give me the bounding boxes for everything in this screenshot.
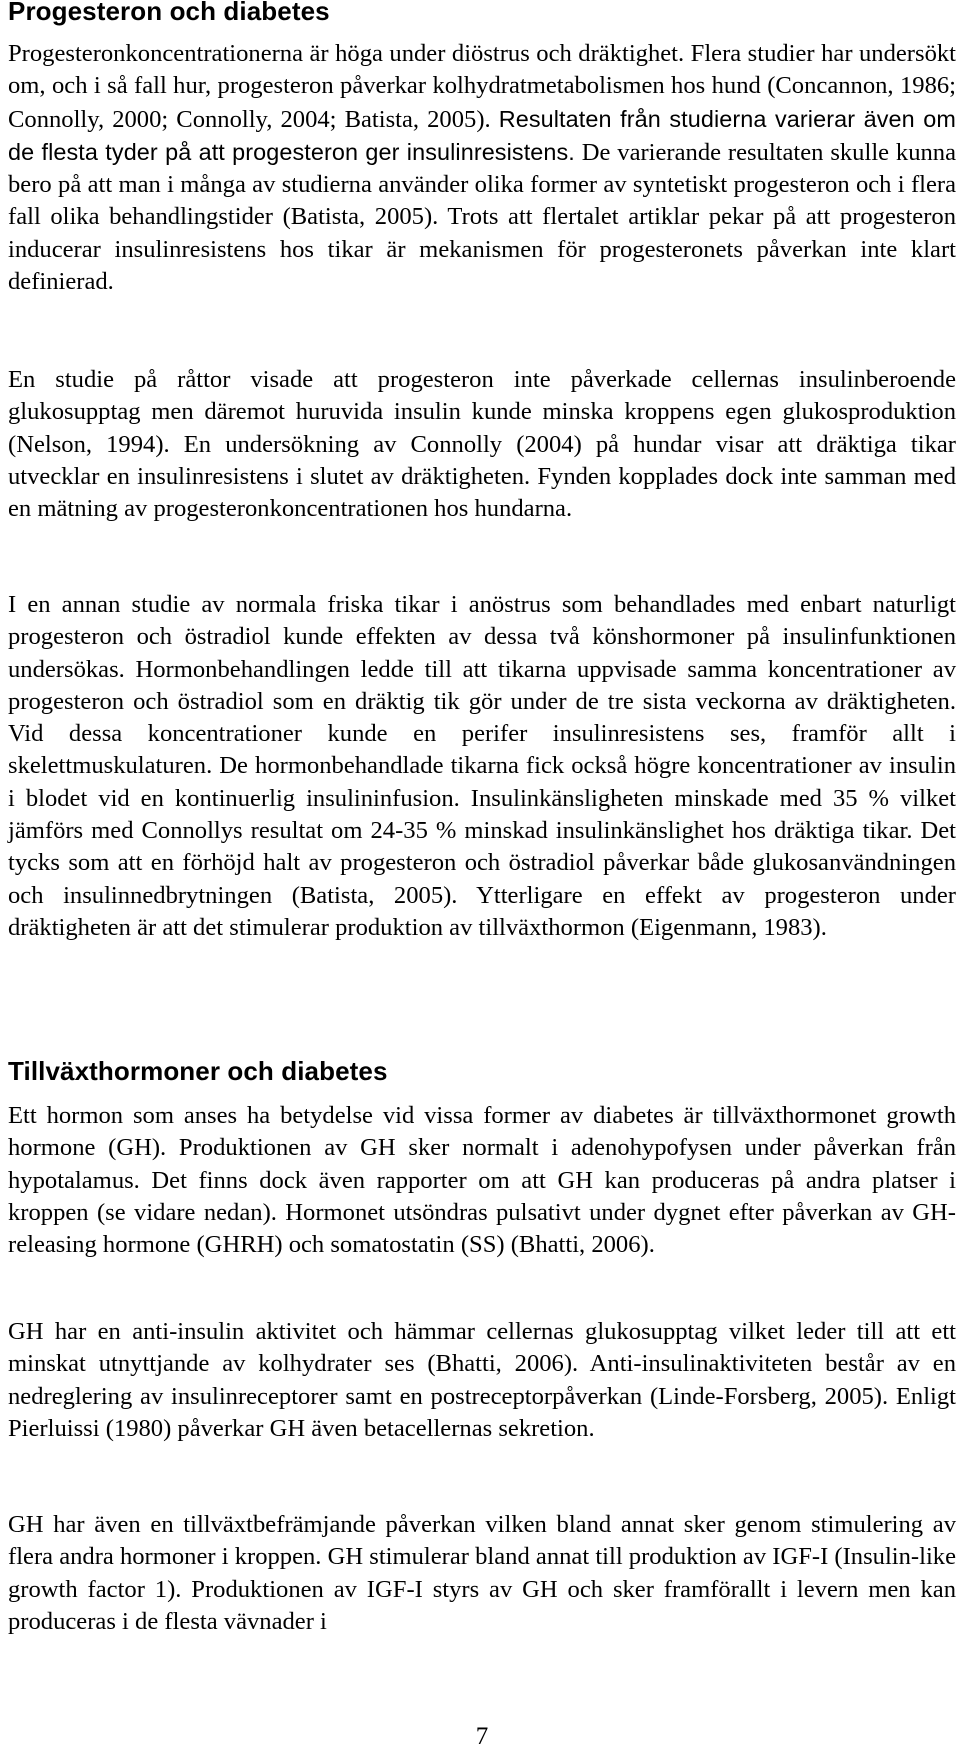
paragraph-gh-intro: Ett hormon som anses ha betydelse vid vissa former av diabetes är tillväxthormonet growth hormone (GH). Produktionen av GH sker normalt i adenohypofysen under påverkan från hypotalamus. Det finns dock även rapporter om att GH kan produceras på andra platser i kroppen (se vidare nedan). Hormonet utsöndras pulsativt under dygnet efter påverkan av GH-releasing hormone (GHRH) och somatostatin (SS) (Bhatti, 2006). — [8, 1102, 956, 1259]
paragraph-gh-anti-insulin: GH har en anti-insulin aktivitet och hämmar cellernas glukosupptag vilket leder till att ett minskat utnyttjande av kolhydrater ses (Bhatti, 2006). Anti-insulinaktiviteten består av en nedreglering av insulinreceptorer samt en postreceptorpåverkan (Linde-Forsberg, 2005). Enligt Pierluissi (1980) påverkar GH även betacellernas sekretion. — [8, 1318, 956, 1442]
paragraph-progesteron-intro — [8, 38, 956, 298]
paragraph-sans-sentence: Resultaten från studierna varierar även om de flesta tyder på att progesteron ger insulinresistens. — [8, 105, 956, 165]
page-number: 7 — [475, 1723, 489, 1750]
section-heading-tillvaxthormoner: Tillväxthormoner och diabetes — [8, 1056, 388, 1086]
section-heading-progesteron: Progesteron och diabetes — [8, 0, 330, 26]
paragraph-rat-study: En studie på råttor visade att progesteron inte påverkade cellernas insulinberoende glukosupptag men däremot huruvida insulin kunde minska kroppens egen glukosproduktion (Nelson, 1994). En undersökning av Connolly (2004) på hundar visar att dräktiga tikar utvecklar en insulinresistens i slutet av dräktigheten. Fynden kopplades dock inte samman med en mätning av progesteronkoncentrationen hos hundarna. — [8, 366, 956, 523]
paragraph-gh-growth: GH har även en tillväxtbefrämjande påverkan vilken bland annat sker genom stimulering av flera andra hormoner i kroppen. GH stimulerar bland annat till produktion av IGF-I (Insulin-like growth factor 1). Produktionen av IGF-I styrs av GH och sker framförallt i levern men kan produceras i de flesta vävnader i — [8, 1511, 956, 1635]
paragraph-rest: De varierande resultaten skulle kunna bero på att man i många av studierna använder olika former av syntetiskt progesteron och i flera fall olika behandlingstider (Batista, 2005). Trots att flertalet artiklar pekar på att progesteron inducerar insulinresistens hos tikar är mekanismen för progesteronets påverkan inte klart definierad. — [8, 138, 957, 296]
paragraph-anostrus-study: I en annan studie av normala friska tikar i anöstrus som behandlades med enbart naturligt progesteron och östradiol kunde effekten av dessa två könshormoner på insulinfunktionen undersökas. Hormonbehandlingen ledde till att tikarna uppvisade samma koncentrationer av progesteron och östradiol som en dräktig tik gör under de tre sista veckorna av dräktigheten. Vid dessa koncentrationer kunde en perifer insulinresistens ses, framför allt i skelettmuskulaturen. De hormonbehandlade tikarna fick också högre koncentrationer av insulin i blodet vid en kontinuerlig insulininfusion. Insulinkänsligheten minskade med 35 % vilket jämförs med Connollys resultat om 24-35 % minskad insulinkänslighet hos dräktiga tikar. Det tycks som att en förhöjd halt av progesteron och östradiol påverkar både glukosanvändningen och insulinnedbrytningen (Batista, 2005). Ytterligare en effekt av progesteron under dräktigheten är att det stimulerar produktion av tillväxthormon (Eigenmann, 1983). — [8, 591, 956, 941]
paragraph-lead: Progesteronkoncentrationerna är höga under diöstrus och dräktighet. Flera studier har undersökt om, och i så fall hur, progesteron påverkar kolhydratmetabolismen hos hund (Concannon, 1986; Connolly, 2000; Connolly, 2004; Batista, 2005). — [8, 40, 956, 133]
document-page — [8, 0, 956, 1758]
